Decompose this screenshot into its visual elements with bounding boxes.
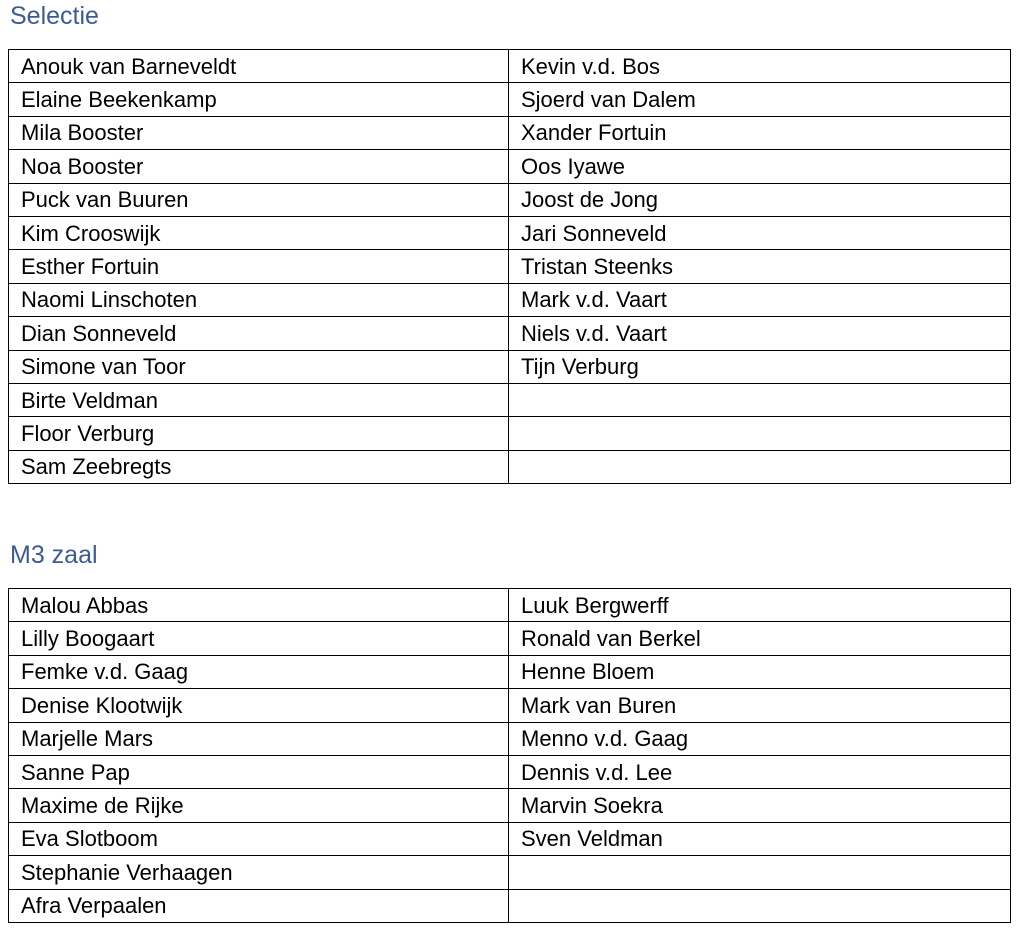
name-cell-left: Denise Klootwijk: [9, 689, 509, 722]
name-cell-right: [509, 383, 1011, 416]
name-cell-left: Anouk van Barneveldt: [9, 50, 509, 83]
name-cell-left: Esther Fortuin: [9, 250, 509, 283]
table-row: [9, 889, 1011, 922]
name-cell-right: Niels v.d. Vaart: [509, 317, 1011, 350]
name-cell-right: Tijn Verburg: [509, 350, 1011, 383]
name-cell-left: Marjelle Mars: [9, 722, 509, 755]
table-row: [9, 216, 1011, 249]
name-cell-left: Afra Verpaalen: [9, 889, 509, 922]
table-row: [9, 183, 1011, 216]
table-row: [9, 822, 1011, 855]
name-cell-left: Birte Veldman: [9, 383, 509, 416]
name-cell-right: Luuk Bergwerff: [509, 589, 1011, 622]
table-row: [9, 116, 1011, 149]
name-cell-right: [509, 417, 1011, 450]
table-row: [9, 755, 1011, 788]
table-row: [9, 383, 1011, 416]
name-cell-right: [509, 856, 1011, 889]
name-cell-right: Xander Fortuin: [509, 116, 1011, 149]
name-cell-left: Sam Zeebregts: [9, 450, 509, 483]
table-row: [9, 722, 1011, 755]
name-cell-right: Mark van Buren: [509, 689, 1011, 722]
name-cell-left: Elaine Beekenkamp: [9, 83, 509, 116]
name-cell-right: Sjoerd van Dalem: [509, 83, 1011, 116]
table-row: [9, 250, 1011, 283]
name-cell-right: Marvin Soekra: [509, 789, 1011, 822]
name-cell-left: Simone van Toor: [9, 350, 509, 383]
section-title-selectie: Selectie: [10, 2, 99, 30]
table-row: [9, 150, 1011, 183]
name-cell-left: Dian Sonneveld: [9, 317, 509, 350]
name-cell-left: Femke v.d. Gaag: [9, 655, 509, 688]
table-row: [9, 655, 1011, 688]
m3-zaal-table: [8, 588, 1011, 923]
table-row: [9, 450, 1011, 483]
table-row: [9, 283, 1011, 316]
name-cell-left: Floor Verburg: [9, 417, 509, 450]
table-row: [9, 589, 1011, 622]
selectie-table: [8, 49, 1011, 484]
table-row: [9, 350, 1011, 383]
table-row: [9, 622, 1011, 655]
name-cell-right: Kevin v.d. Bos: [509, 50, 1011, 83]
table-row: [9, 856, 1011, 889]
name-cell-right: Joost de Jong: [509, 183, 1011, 216]
name-cell-left: Malou Abbas: [9, 589, 509, 622]
name-cell-left: Sanne Pap: [9, 755, 509, 788]
name-cell-left: Kim Crooswijk: [9, 216, 509, 249]
name-cell-right: Menno v.d. Gaag: [509, 722, 1011, 755]
name-cell-right: Sven Veldman: [509, 822, 1011, 855]
table-row: [9, 317, 1011, 350]
name-cell-left: Lilly Boogaart: [9, 622, 509, 655]
section-title-m3-zaal: M3 zaal: [10, 541, 98, 569]
name-cell-right: Dennis v.d. Lee: [509, 755, 1011, 788]
table-row: [9, 83, 1011, 116]
name-cell-left: Noa Booster: [9, 150, 509, 183]
name-cell-left: Puck van Buuren: [9, 183, 509, 216]
name-cell-left: Stephanie Verhaagen: [9, 856, 509, 889]
table-row: [9, 417, 1011, 450]
name-cell-right: Tristan Steenks: [509, 250, 1011, 283]
table-row: [9, 689, 1011, 722]
name-cell-right: [509, 450, 1011, 483]
name-cell-right: [509, 889, 1011, 922]
name-cell-left: Eva Slotboom: [9, 822, 509, 855]
name-cell-right: Jari Sonneveld: [509, 216, 1011, 249]
name-cell-left: Maxime de Rijke: [9, 789, 509, 822]
name-cell-right: Oos Iyawe: [509, 150, 1011, 183]
name-cell-left: Mila Booster: [9, 116, 509, 149]
name-cell-right: Mark v.d. Vaart: [509, 283, 1011, 316]
table-row: [9, 789, 1011, 822]
name-cell-left: Naomi Linschoten: [9, 283, 509, 316]
table-row: [9, 50, 1011, 83]
name-cell-right: Ronald van Berkel: [509, 622, 1011, 655]
name-cell-right: Henne Bloem: [509, 655, 1011, 688]
